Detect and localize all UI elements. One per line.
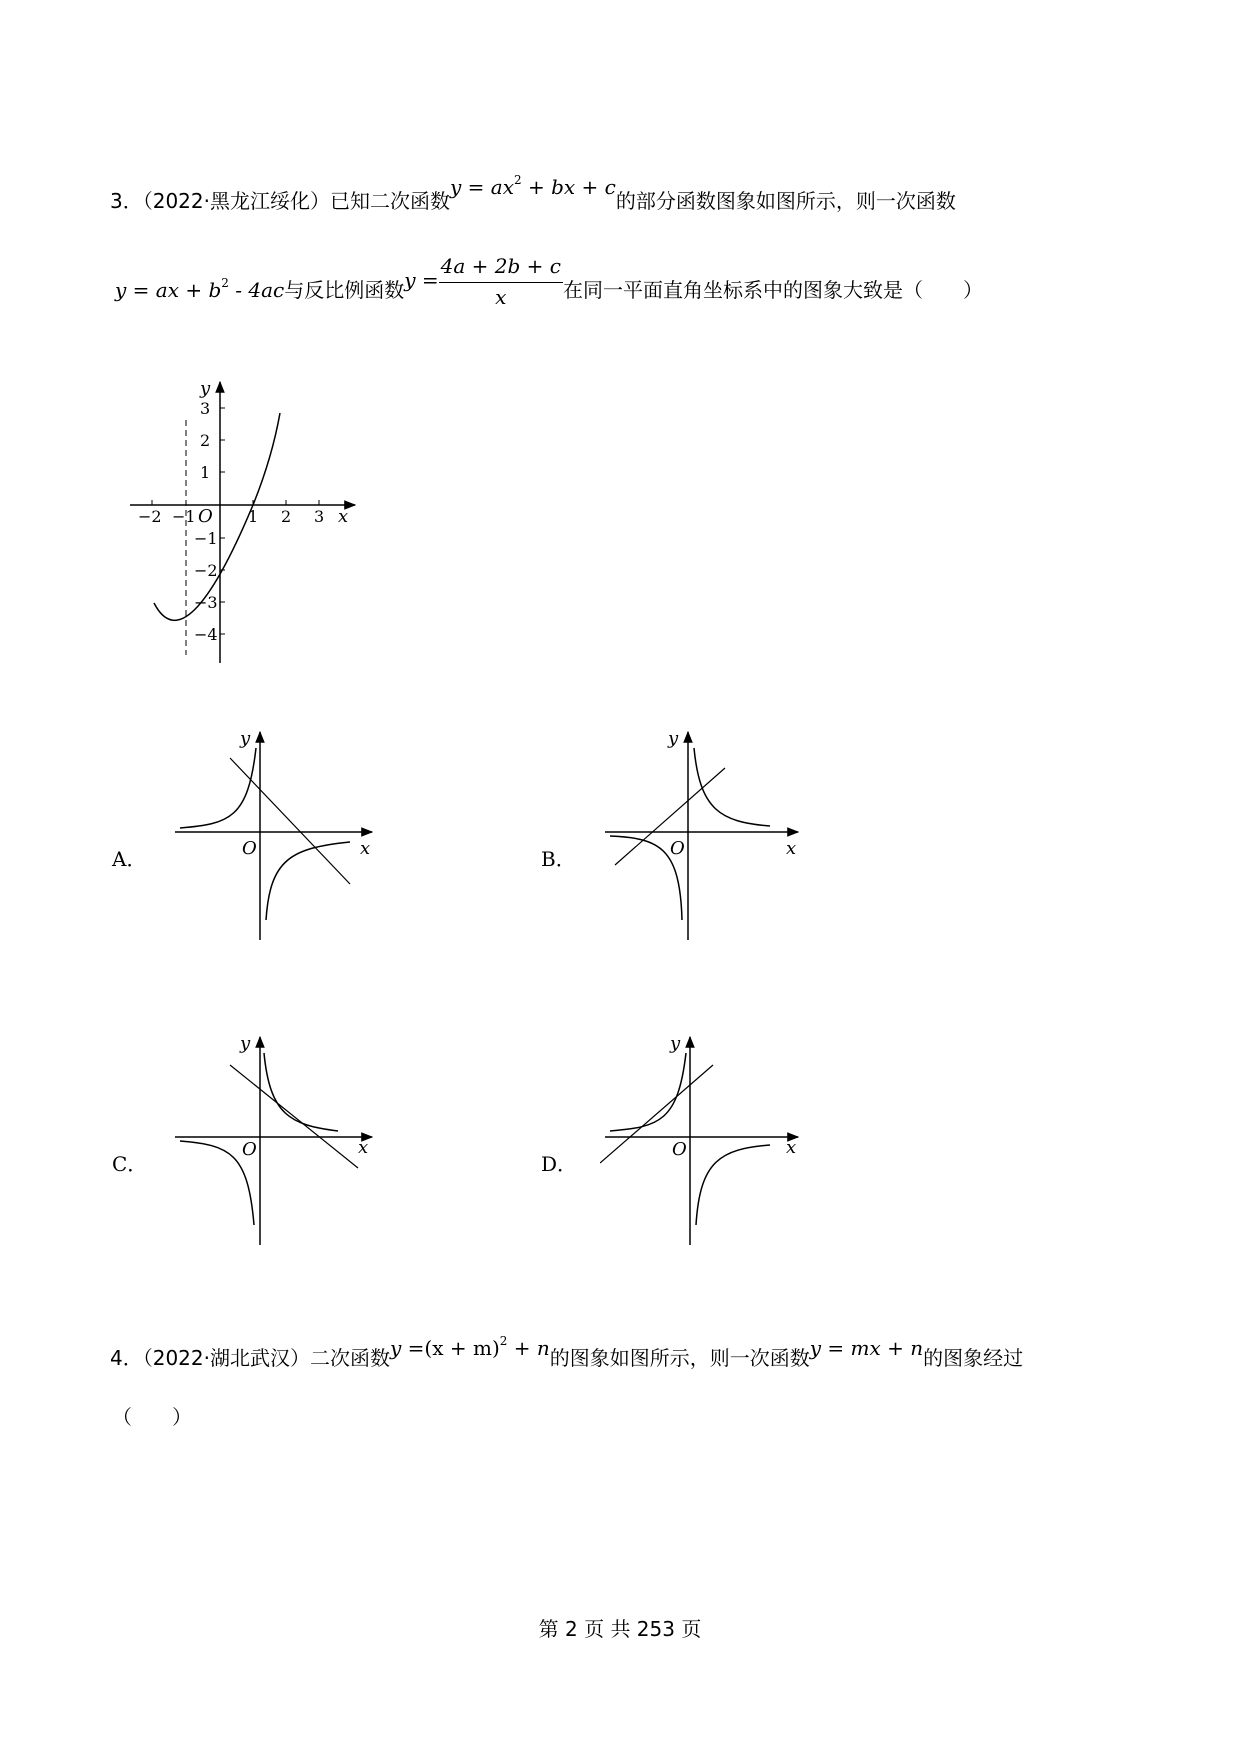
hyperbola-branch-upper-right bbox=[694, 748, 770, 826]
y-tick-label: 2 bbox=[200, 431, 211, 450]
option-y-label: y bbox=[240, 730, 251, 749]
q3-formula-linear: y = ax + $b^2 - 4ac$ bbox=[115, 276, 285, 302]
option-d-graph[interactable] bbox=[600, 1035, 810, 1250]
option-c-label[interactable]: C． bbox=[112, 1152, 148, 1176]
y-tick-label: 1 bbox=[200, 463, 211, 482]
hyperbola-branch-lower-right bbox=[696, 1145, 770, 1225]
q3-line2 bbox=[115, 254, 983, 319]
q3-line1 bbox=[110, 173, 956, 213]
x-tick-label: 3 bbox=[314, 507, 325, 526]
y-tick-label: −3 bbox=[194, 593, 218, 612]
option-y-label: y bbox=[668, 730, 679, 749]
option-x-label: x bbox=[786, 1137, 797, 1158]
q4-source: （2022·湖北武汉） bbox=[142, 1346, 310, 1370]
option-x-label: x bbox=[358, 1137, 369, 1158]
q3-text-2: 的部分函数图象如图所示，则一次函数 bbox=[615, 189, 956, 213]
option-a-graph[interactable] bbox=[170, 730, 380, 945]
hyperbola-branch-upper-right bbox=[264, 1053, 338, 1131]
q3-formula-quadratic: $y = ax^2$ + bx + c bbox=[450, 173, 616, 199]
q3-number: 3． bbox=[110, 189, 143, 213]
graph-y-label: y bbox=[200, 378, 211, 399]
quadratic-graph bbox=[120, 370, 370, 670]
graph-origin-label: O bbox=[198, 506, 213, 527]
q4-text-3: 的图象经过 bbox=[923, 1346, 1024, 1370]
q4-formula-linear: y = mx + n bbox=[809, 1336, 924, 1360]
option-b-graph[interactable] bbox=[600, 730, 810, 945]
graph-x-label: x bbox=[338, 506, 349, 527]
q3-text-4: 在同一平面直角坐标系中的图象大致是（ ） bbox=[562, 278, 983, 302]
hyperbola-branch-upper-left bbox=[180, 748, 256, 828]
option-d-label[interactable]: D． bbox=[541, 1152, 578, 1176]
option-origin-label: O bbox=[672, 1139, 687, 1160]
option-c-graph[interactable] bbox=[170, 1035, 380, 1250]
q4-formula-quadratic: $y =(x + m)^2 + n$ bbox=[390, 1334, 550, 1360]
q3-source: （2022·黑龙江绥化） bbox=[142, 189, 330, 213]
option-b-label[interactable]: B． bbox=[541, 847, 576, 871]
hyperbola-branch-lower-right bbox=[266, 842, 350, 920]
x-tick-label: −1 bbox=[172, 507, 196, 526]
option-x-label: x bbox=[360, 838, 371, 859]
option-origin-label: O bbox=[242, 1139, 257, 1160]
q3-formula-inverse: y = $\frac{4a + 2b + c}{x}$ bbox=[404, 254, 561, 309]
x-tick-label: 1 bbox=[248, 507, 259, 526]
page-footer: 第 2 页 共 253 页 bbox=[538, 1617, 702, 1641]
linear-line bbox=[230, 758, 350, 884]
q4-line1 bbox=[110, 1334, 1024, 1370]
q4-number: 4． bbox=[110, 1346, 143, 1370]
option-origin-label: O bbox=[670, 838, 685, 859]
y-tick-label: −1 bbox=[194, 529, 218, 548]
option-x-label: x bbox=[786, 838, 797, 859]
q3-text-1: 已知二次函数 bbox=[330, 189, 450, 213]
option-a-label[interactable]: A． bbox=[112, 847, 147, 871]
y-tick-label: 3 bbox=[200, 399, 211, 418]
hyperbola-branch-upper-left bbox=[610, 1053, 686, 1131]
q4-text-2: 的图象如图所示，则一次函数 bbox=[549, 1346, 810, 1370]
x-tick-label: 2 bbox=[281, 507, 292, 526]
option-y-label: y bbox=[670, 1035, 681, 1054]
y-tick-label: −4 bbox=[194, 625, 218, 644]
option-y-label: y bbox=[240, 1035, 251, 1054]
y-tick-label: −2 bbox=[194, 561, 218, 580]
q4-text-1: 二次函数 bbox=[310, 1346, 390, 1370]
linear-line bbox=[600, 1065, 713, 1163]
option-origin-label: O bbox=[242, 838, 257, 859]
q4-answer-paren: （ ） bbox=[112, 1405, 192, 1429]
q3-text-3: 与反比例函数 bbox=[284, 278, 405, 302]
x-tick-label: −2 bbox=[138, 507, 162, 526]
